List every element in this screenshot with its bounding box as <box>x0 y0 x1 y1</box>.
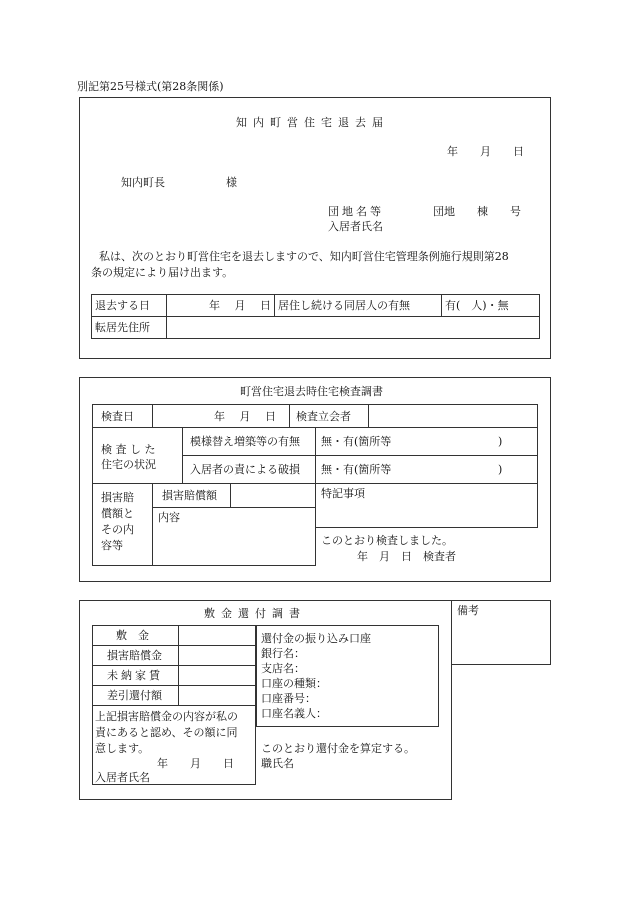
bikou-label: 備考 <box>457 604 479 617</box>
notice-date: 年 月 日 <box>447 145 524 158</box>
account-type[interactable]: 口座の種類： <box>261 677 327 690</box>
damage-compensation-field[interactable] <box>180 647 254 664</box>
damage-content-label: 内容 <box>158 511 180 524</box>
form-number: 別記第25号様式(第28条関係) <box>77 80 224 93</box>
bank-account-title: 還付金の振り込み口座 <box>261 632 371 645</box>
notice-body-line-2: 条の規定により届け出ます。 <box>91 266 234 279</box>
refund-amount-field[interactable] <box>180 687 254 704</box>
refund-calc-text: このとおり還付金を算定する。 <box>261 742 415 755</box>
move-out-date-field[interactable]: 年 月 日 <box>167 295 275 317</box>
damage-label-line-1: 損害賠 <box>101 491 134 504</box>
deposit-row-damage: 損害賠償金 <box>107 649 162 662</box>
cohabitant-field[interactable]: 有( 人)・無 <box>442 295 540 317</box>
move-out-date-label: 退去する日 <box>92 295 167 317</box>
damage-by-resident-label: 入居者の責による破損 <box>190 463 300 476</box>
condition-label-line-1: 検 査 し た <box>101 443 156 456</box>
damage-amount-field[interactable] <box>232 485 314 505</box>
inspection-confirm-date: 年 月 日 検査者 <box>357 550 456 563</box>
unpaid-rent-field[interactable] <box>180 667 254 684</box>
branch-name[interactable]: 支店名： <box>261 662 305 675</box>
danchi-label: 団地名等 <box>328 205 384 218</box>
bank-name[interactable]: 銀行名： <box>261 647 305 660</box>
damage-amount-label: 損害賠償額 <box>162 489 217 502</box>
new-address-field[interactable] <box>167 317 540 339</box>
cohabitant-label: 居住し続ける同居人の有無 <box>275 295 442 317</box>
notice-body-line-1: 私は、次のとおり町営住宅を退去しますので、知内町営住宅管理条例施行規則第28 <box>99 250 509 263</box>
account-number[interactable]: 口座番号： <box>261 692 316 705</box>
notice-title: 知内町営住宅退去届 <box>236 116 389 129</box>
addressee-honorific: 様 <box>226 176 237 189</box>
consent-line-1: 上記損害賠償金の内容が私の <box>95 710 238 723</box>
consent-line-3: 意します。 <box>95 742 150 755</box>
addressee: 知内町長 <box>121 176 165 189</box>
deposit-row-refund: 差引還付額 <box>107 689 162 702</box>
damage-label-line-4: 容等 <box>101 539 123 552</box>
condition-label-line-2: 住宅の状況 <box>101 458 156 471</box>
damage-label-line-3: その内 <box>101 523 134 536</box>
renovation-label: 模様替え増築等の有無 <box>190 435 300 448</box>
resident-name-label: 入居者氏名 <box>328 220 383 233</box>
deposit-row-shikikin: 敷 金 <box>116 629 149 642</box>
remarks-label: 特記事項 <box>321 487 365 500</box>
deposit-row-unpaid-rent: 未納家賃 <box>107 669 163 682</box>
new-address-label: 転居先住所 <box>92 317 167 339</box>
notice-table <box>91 294 540 339</box>
renovation-field[interactable]: 無・有(箇所等 <box>321 435 392 448</box>
renovation-field-close: ) <box>498 435 503 448</box>
damage-by-resident-field[interactable]: 無・有(箇所等 <box>321 463 392 476</box>
shikikin-amount-field[interactable] <box>180 627 254 644</box>
damage-label-line-2: 償額と <box>101 507 134 520</box>
staff-name-label: 職氏名 <box>261 757 294 770</box>
damage-by-resident-close: ) <box>498 463 503 476</box>
inspection-date-field[interactable]: 年 月 日 <box>214 410 276 423</box>
consent-date: 年 月 日 <box>157 757 234 770</box>
danchi-fields[interactable]: 団地 棟 号 <box>433 205 521 218</box>
consent-resident-name: 入居者氏名 <box>95 771 150 784</box>
inspection-date-label: 検査日 <box>101 410 134 423</box>
inspection-confirm-text: このとおり検査しました。 <box>321 534 453 547</box>
account-holder[interactable]: 口座名義人： <box>261 707 327 720</box>
deposit-title: 敷金還付調書 <box>204 607 306 620</box>
consent-line-2: 責にあると認め、その額に同 <box>95 726 238 739</box>
inspection-title: 町営住宅退去時住宅検査調書 <box>240 385 383 398</box>
witness-label: 検査立会者 <box>296 410 351 423</box>
